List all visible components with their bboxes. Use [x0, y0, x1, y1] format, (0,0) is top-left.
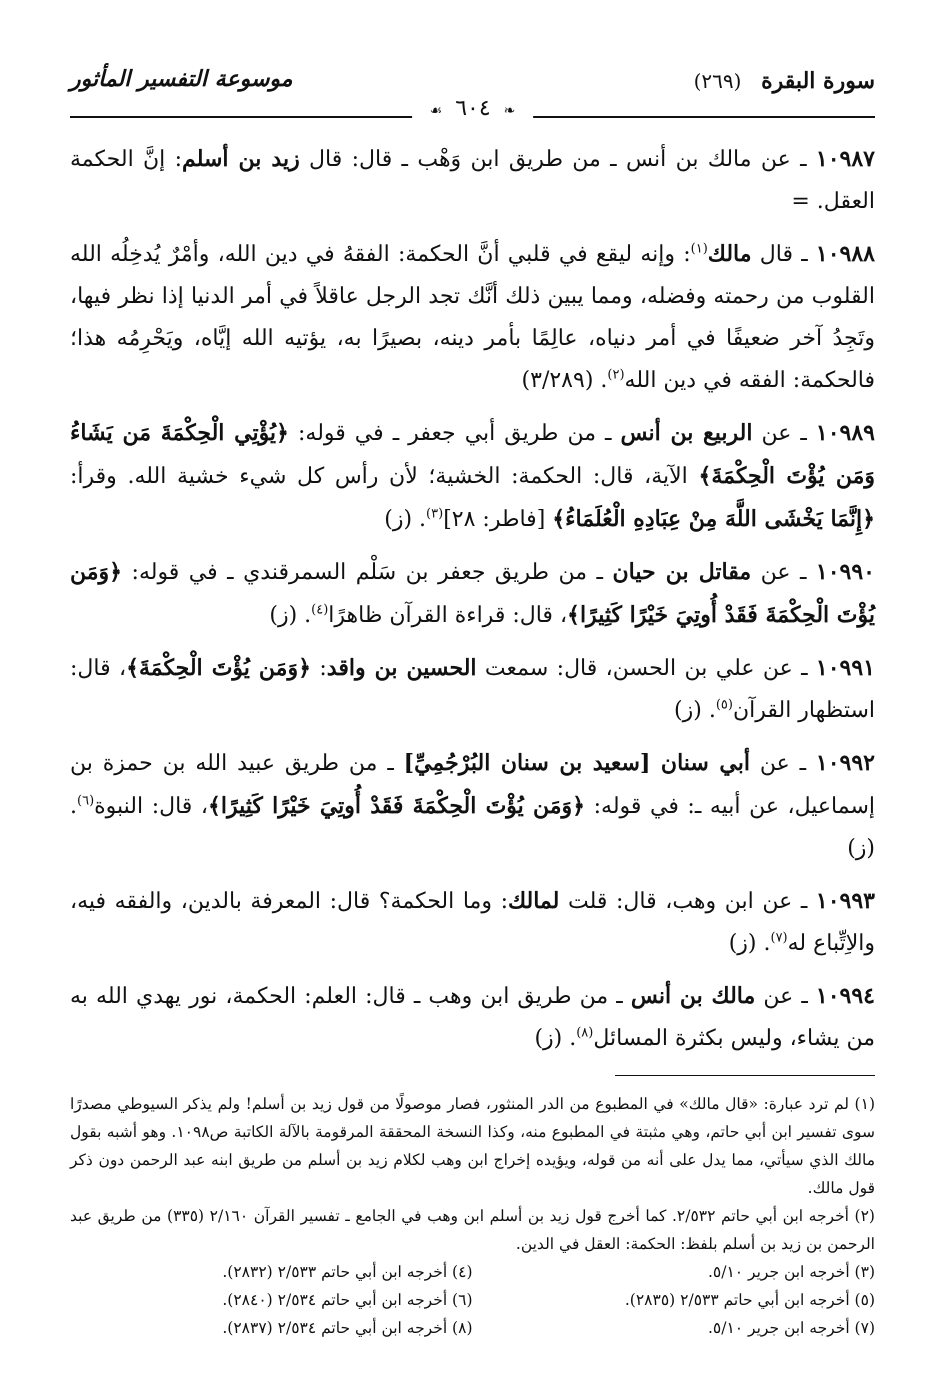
entry-number: ١٠٩٩٤ — [815, 983, 875, 1009]
book-title: موسوعة التفسير المأثور — [70, 66, 293, 92]
narration-entry — [70, 551, 875, 637]
narration-entry — [70, 412, 875, 541]
entry-text: . (ز) — [70, 794, 875, 861]
entry-text: . (٣/٢٨٩) — [521, 368, 608, 393]
entry-text: ـ عن علي بن الحسن، قال: سمعت — [476, 656, 816, 681]
footnote-ref: (٧) — [770, 930, 788, 946]
entry-text: ـ من طريق أبي جعفر ـ في قوله: — [288, 421, 621, 446]
ornament-icon: ❧ — [503, 103, 516, 119]
footnote-row — [70, 1314, 875, 1342]
narrator-name: مالك — [707, 241, 752, 267]
quran-quote: ﴿وَمَن يُؤْتَ الْحِكْمَةَ فَقَدْ أُوتِيَ خَيْرًا كَثِيرًا﴾ — [207, 793, 586, 819]
footnote-ref: (٨) — [576, 1025, 594, 1041]
entry-text: ـ عن ابن وهب، قال: قلت — [559, 889, 816, 914]
surah-title: سورة البقرة — [761, 68, 875, 94]
entry-text: الآية، قال: الحكمة: الخشية؛ لأن رأس كل شيء خشية الله. وقرأ: — [70, 464, 699, 489]
entry-text: . (ز) — [384, 507, 427, 532]
narration-entry — [70, 138, 875, 223]
quran-quote: ﴿إِنَّمَا يَخْشَى اللَّهَ مِنْ عِبَادِهِ الْعُلَمَاءُ﴾ — [552, 506, 875, 532]
entry-text: . (ز) — [534, 1026, 577, 1051]
narrator-name: زيد بن أسلم — [182, 146, 300, 172]
entry-text: : — [310, 656, 327, 681]
entries-list — [70, 138, 875, 1070]
narration-entry — [70, 233, 875, 402]
entry-text: ـ من طريق جعفر بن سَلْم السمرقندي ـ في قوله: — [122, 560, 613, 585]
page-number: ٦٠٤ — [455, 96, 491, 121]
narrator-name: لمالك — [507, 888, 560, 914]
entry-text: : وإنه ليقع في قلبي أنَّ الحكمة: الفقهُ في دين الله، وأمْرٌ يُدخِلُه الله القلوب من رحمته وفضله، ومما يبين ذلك أنَّك تجد الرجل عاقلاً في أمر الدنيا إذا نظر فيها، وتَجِدُ آخر ضعيفًا في أمر دنياه، عالِمًا بأمر دينه، بصيرًا به، يؤتيه الله إيَّاه، ويَحْرِمُه هذا؛ فالحكمة: الفقه في دين الله — [70, 242, 875, 393]
footnote: (٦) أخرجه ابن أبي حاتم ٢/٥٣٤ (٢٨٤٠). — [222, 1291, 473, 1309]
entry-text: ـ عن — [749, 751, 816, 776]
footnote: (٢) أخرجه ابن أبي حاتم ٢/٥٣٢. كما أخرج قول زيد بن أسلم ابن وهب في الجامع ـ تفسير القرآن ٢/١٦٠ (٣٣٥) من طريق عبد الرحمن بن زيد بن أسلم بلفظ: الحكمة: العقل في الدين. — [70, 1207, 875, 1253]
quran-quote: ﴿وَمَن يُؤْتَ الْحِكْمَةَ فَقَدْ أُوتِيَ خَيْرًا كَثِيرًا﴾ — [70, 559, 875, 628]
narrator-name: الحسين بن واقد — [326, 655, 477, 681]
footnote-separator — [615, 1075, 875, 1076]
narrator-name: مقاتل بن حيان — [612, 559, 752, 585]
entry-text: ـ عن مالك بن أنس ـ من طريق ابن وَهْب ـ قال: قال — [299, 147, 816, 172]
entry-text: [فاطر: ٢٨] — [443, 507, 553, 532]
footnote-ref: (٣) — [426, 506, 444, 522]
entry-text: ، قال: النبوة — [94, 794, 208, 819]
ornament-icon: ☙ — [429, 103, 443, 119]
footnote: (٨) أخرجه ابن أبي حاتم ٢/٥٣٤ (٢٨٣٧). — [222, 1319, 473, 1337]
footnote-ref: (٢) — [607, 367, 625, 383]
entry-text: ـ عن — [751, 560, 816, 585]
entry-text: ـ من طريق عبيد الله بن حمزة بن إسماعيل، عن أبيه ـ: في قوله: — [70, 751, 876, 819]
page-header — [70, 60, 875, 121]
entry-number: ١٠٩٩٢ — [815, 750, 875, 776]
entry-text: ، قال: استظهار القرآن — [70, 656, 875, 723]
footnote: (١) لم ترد عبارة: «قال مالك» في المطبوع من الدر المنثور، فصار موصولًا من قول زيد بن أسلم! ولم يذكر السيوطي مصدرًا سوى تفسير ابن أبي حاتم، وهي مثبتة في المطبوع منه، وكذا النسخة المحققة المرقومة بالآلة الكاتبة ص١٠٩٨. وهو أشبه بقول مالك الذي سيأتي، مما يدل على أنه من قوله، ويؤيده إخراج ابن وهب لكلام زيد بن أسلم من طريق ابنه عبد الرحمن دون ذكر قول مالك. — [70, 1095, 875, 1197]
entry-text: . (ز) — [674, 698, 716, 723]
footnote-ref: (٥) — [715, 697, 733, 713]
footnote-row — [70, 1258, 875, 1286]
footnote-ref: (٤) — [311, 602, 329, 618]
entry-text: ـ قال — [751, 242, 816, 267]
footnote: (٧) أخرجه ابن جرير ٥/١٠. — [707, 1319, 875, 1337]
entry-text: . (ز) — [269, 603, 312, 628]
entry-number: ١٠٩٩٣ — [815, 888, 875, 914]
page-number-box — [412, 96, 534, 121]
entry-text: ـ من طريق ابن وهب ـ قال: العلم: الحكمة، نور يهدي الله به من يشاء، وليس بكثرة المسائل — [70, 984, 875, 1051]
narration-entry — [70, 880, 875, 965]
narrator-name: أبي سنان [سعيد بن سنان البُرْجُمِيِّ] — [403, 750, 750, 776]
quran-quote: ﴿وَمَن يُؤْتَ الْحِكْمَةَ﴾ — [126, 655, 311, 681]
footnote-ref: (١) — [690, 241, 708, 257]
entry-number: ١٠٩٨٧ — [815, 146, 875, 172]
entry-number: ١٠٩٨٩ — [815, 420, 875, 446]
verse-number: (٢٦٩) — [693, 69, 742, 93]
entry-text: ـ عن — [752, 421, 816, 446]
entry-text: . (ز) — [728, 931, 771, 956]
footnote-row — [70, 1286, 875, 1314]
narrator-name: مالك بن أنس — [630, 983, 756, 1009]
surah-heading — [694, 68, 875, 94]
entry-text: : وما الحكمة؟ قال: المعرفة بالدين، والفقه فيه، والاِتِّباع له — [70, 889, 875, 956]
footnote: (٥) أخرجه ابن أبي حاتم ٢/٥٣٣ (٢٨٣٥). — [624, 1291, 875, 1309]
footnote: (٤) أخرجه ابن أبي حاتم ٢/٥٣٣ (٢٨٣٢). — [222, 1263, 473, 1281]
footnotes — [70, 1090, 875, 1342]
footnote-ref: (٦) — [77, 793, 95, 809]
narration-entry — [70, 975, 875, 1060]
entry-text: : إنَّ الحكمة العقل. = — [70, 147, 875, 214]
narration-entry — [70, 742, 875, 870]
entry-number: ١٠٩٩٠ — [815, 559, 875, 585]
narrator-name: الربيع بن أنس — [620, 420, 753, 446]
book-page — [70, 60, 875, 1360]
quran-quote: ﴿يُؤْتِي الْحِكْمَةَ مَن يَشَاءُ وَمَن يُؤْتَ الْحِكْمَةَ﴾ — [70, 420, 875, 489]
footnote: (٣) أخرجه ابن جرير ٥/١٠. — [707, 1263, 875, 1281]
entry-text: ، قال: قراءة القرآن ظاهرًا — [328, 603, 568, 628]
entry-text: ـ عن — [755, 984, 816, 1009]
entry-number: ١٠٩٨٨ — [815, 241, 875, 267]
narration-entry — [70, 647, 875, 732]
entry-number: ١٠٩٩١ — [815, 655, 875, 681]
